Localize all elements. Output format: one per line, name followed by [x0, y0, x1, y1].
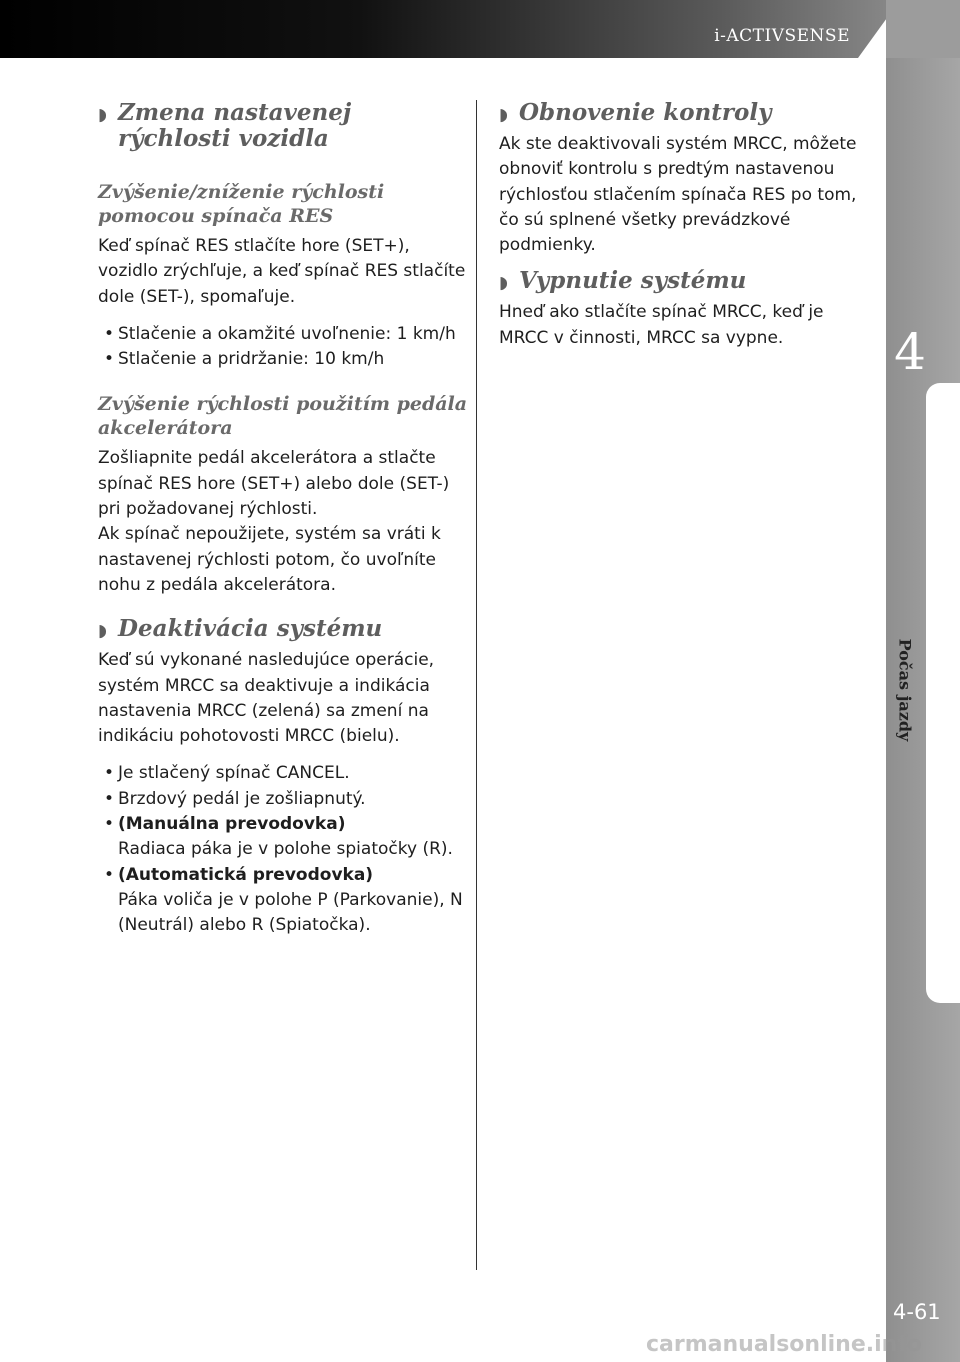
list-item-text: Radiaca páka je v polohe spiatočky (R). — [118, 839, 453, 860]
chapter-tab — [926, 383, 960, 1003]
heading-system-off — [499, 268, 871, 294]
list-item — [98, 787, 470, 812]
list-item — [98, 322, 470, 347]
chapter-label: Počas jazdy — [895, 638, 915, 742]
list-item — [98, 812, 470, 863]
bullet-icon: • — [104, 763, 115, 784]
list-item-bold: (Automatická prevodovka) — [118, 864, 374, 885]
list-item-text: Je stlačený spínač CANCEL. — [118, 763, 350, 784]
heading-deactivation-text: Deaktivácia systému — [118, 615, 383, 643]
heading-marker-icon: ◗ — [499, 273, 508, 294]
heading-resume-control-text: Obnovenie kontroly — [519, 99, 772, 126]
header-title: i-ACTIVSENSE — [714, 26, 850, 46]
bullet-icon: • — [104, 323, 115, 344]
paragraph-system-off: Hneď ako stlačíte spínač MRCC, keď je MRCC v činnosti, MRCC sa vypne. — [499, 302, 824, 348]
heading-speed-change — [98, 100, 470, 152]
column-divider — [476, 100, 477, 1270]
watermark: carmanualsonline.info — [646, 1332, 922, 1357]
bullet-icon: • — [104, 788, 115, 809]
list-item — [98, 761, 470, 786]
list-item-text: Brzdový pedál je zošliapnutý. — [118, 788, 366, 809]
heading-marker-icon: ◗ — [98, 621, 107, 642]
list-item — [98, 347, 470, 372]
chapter-number: 4 — [894, 323, 926, 381]
left-column — [98, 100, 470, 939]
heading-marker-icon: ◗ — [98, 105, 107, 125]
right-column — [499, 100, 871, 351]
bullet-icon: • — [104, 814, 115, 835]
paragraph-resume-control: Ak ste deaktivovali systém MRCC, môžete obnoviť kontrolu s predtým nastavenou rýchlosťou stlačením spínača RES po tom, čo sú splnené všetky prevádzkové podmienky. — [499, 134, 857, 256]
side-top-block — [886, 0, 960, 58]
list-deactivation — [98, 761, 470, 938]
list-item-bold: (Manuálna prevodovka) — [118, 814, 346, 835]
paragraph-res-switch: Keď spínač RES stlačíte hore (SET+), vozidlo zrýchľuje, a keď spínač RES stlačíte dole (SET-), spomaľuje. — [98, 236, 466, 307]
subheading-res-switch: Zvýšenie/zníženie rýchlosti pomocou spínača RES — [98, 181, 385, 227]
heading-resume-control — [499, 100, 871, 126]
heading-deactivation — [98, 616, 470, 642]
list-item-text: Páka voliča je v polohe P (Parkovanie), N (Neutrál) alebo R (Spiatočka). — [118, 889, 463, 936]
paragraph-deactivation: Keď sú vykonané nasledujúce operácie, systém MRCC sa deaktivuje a indikácia nastavenia MRCC (zelená) sa zmení na indikáciu pohotovosti MRCC (bielu). — [98, 650, 435, 747]
subheading-accelerator: Zvýšenie rýchlosti použitím pedála akcelerátora — [98, 393, 468, 440]
paragraph-accelerator-1: Zošliapnite pedál akcelerátora a stlačte spínač RES hore (SET+) alebo dole (SET-) pri požadovanej rýchlosti. — [98, 448, 450, 520]
heading-speed-change-text: Zmena nastavenej rýchlosti vozidla — [118, 99, 352, 152]
bullet-icon: • — [104, 349, 115, 370]
page-number: 4-61 — [893, 1300, 941, 1324]
bullet-icon: • — [104, 864, 115, 885]
list-item — [98, 863, 470, 939]
list-res-switch — [98, 322, 470, 373]
list-item-text: Stlačenie a okamžité uvoľnenie: 1 km/h — [118, 323, 456, 344]
heading-system-off-text: Vypnutie systému — [519, 267, 747, 295]
paragraph-accelerator-2: Ak spínač nepoužijete, systém sa vráti k nastavenej rýchlosti potom, čo uvoľníte nohu z pedála akcelerátora. — [98, 524, 441, 595]
list-item-text: Stlačenie a pridržanie: 10 km/h — [118, 349, 385, 370]
heading-marker-icon: ◗ — [499, 105, 508, 125]
